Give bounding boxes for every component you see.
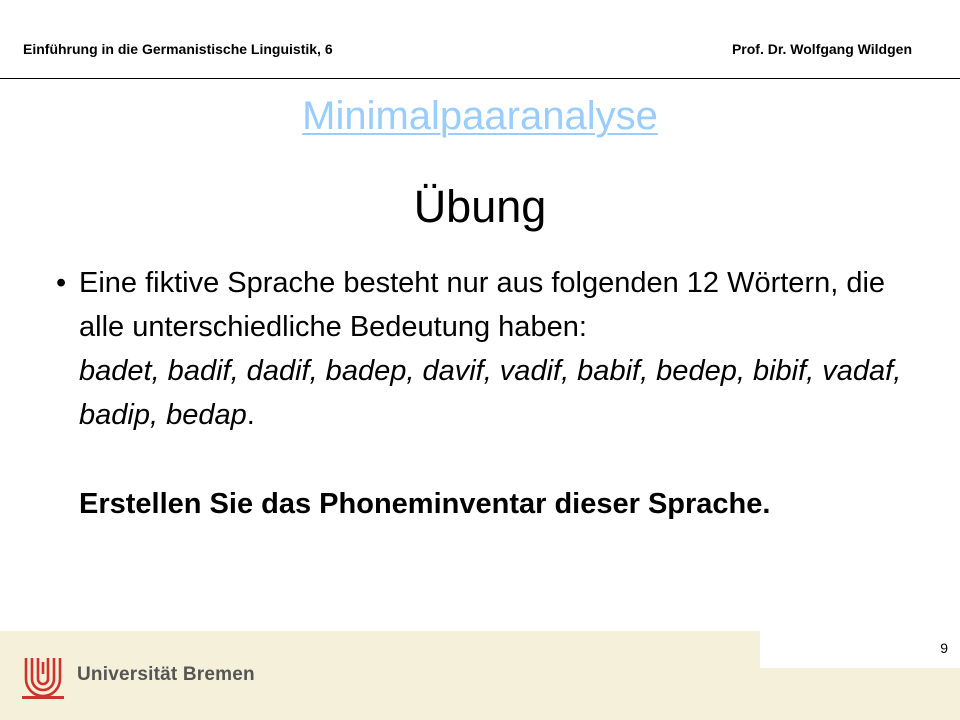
university-logo-icon (22, 656, 64, 700)
word-list (79, 349, 916, 437)
slide-header (0, 0, 960, 79)
slide-content (56, 261, 916, 527)
slide-footer (0, 631, 960, 720)
course-title: Einführung in die Germanistische Linguistik, 6 (23, 41, 333, 57)
bullet-icon: • (56, 267, 67, 299)
intro-text: Eine fiktive Sprache besteht nur aus folgenden 12 Wörtern, die alle unterschiedliche Bedeutung haben: (79, 267, 886, 343)
word-list-items: badet, badif, dadif, badep, davif, vadif, babif, bedep, bibif, vadaf, badip, bedap (79, 355, 902, 431)
page-number: 9 (940, 640, 948, 656)
section-link[interactable]: Minimalpaaranalyse (302, 94, 658, 138)
word-list-end: . (246, 399, 255, 431)
slide-title: Übung (413, 181, 547, 232)
lecturer-name: Prof. Dr. Wolfgang Wildgen (731, 41, 912, 57)
task-text: Erstellen Sie das Phoneminventar dieser Sprache. (79, 488, 771, 520)
bullet-text (79, 261, 916, 527)
page-number-box (760, 631, 960, 668)
university-name: Universität Bremen (77, 664, 255, 685)
